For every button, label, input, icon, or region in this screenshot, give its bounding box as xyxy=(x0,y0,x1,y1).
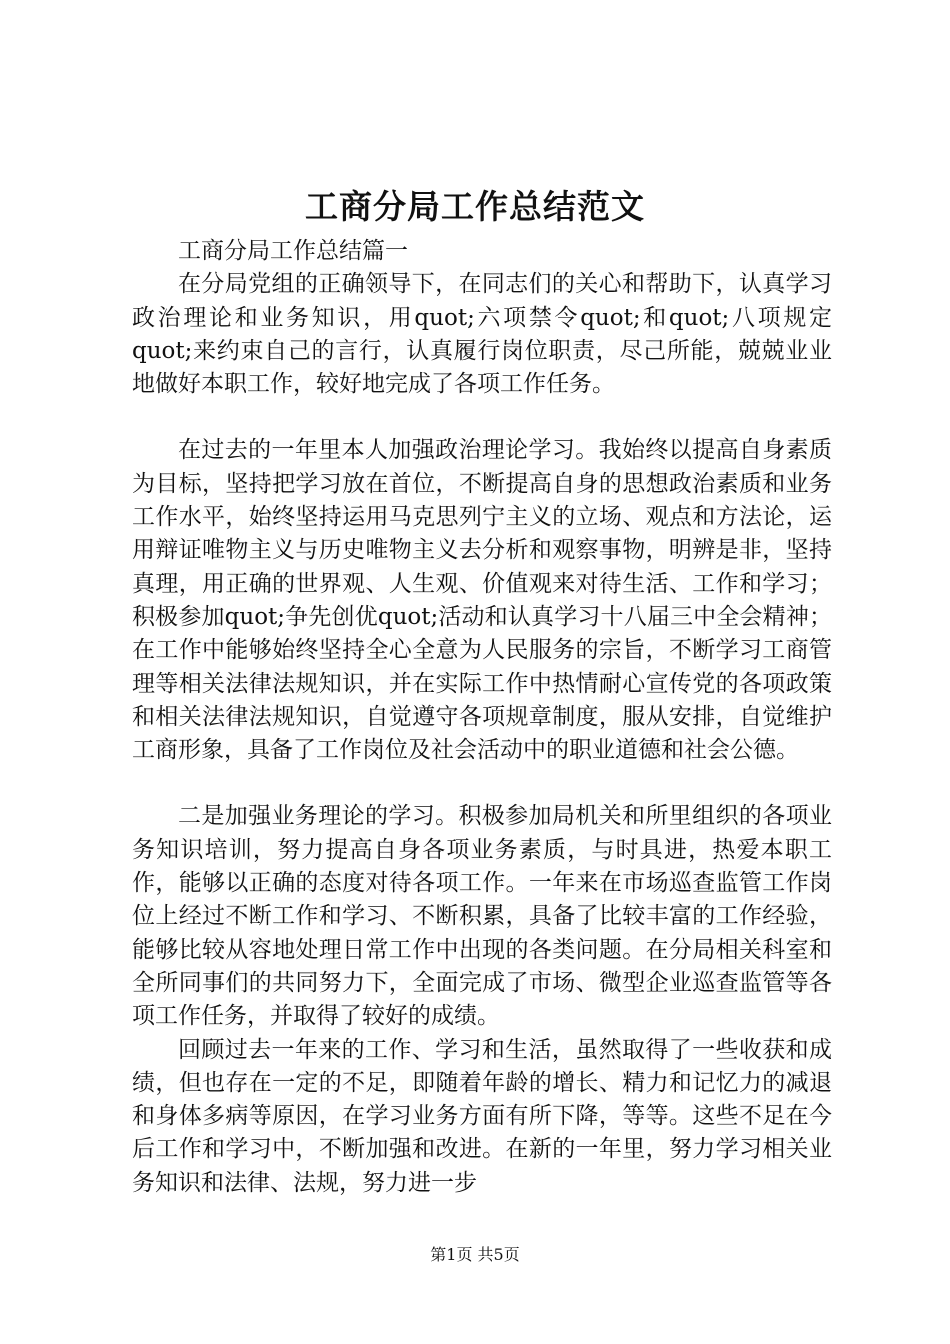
subtitle: 工商分局工作总结篇一 xyxy=(178,238,408,264)
paragraph-political-study: 在过去的一年里本人加强政治理论学习。我始终以提高自身素质为目标，坚持把学习放在首位，不断提高自身的思想政治素质和业务工作水平，始终坚持运用马克思列宁主义的立场、观点和方法论，运用辩证唯物主义与历史唯物主义去分析和观察事物，明辨是非，坚持真理，用正确的世界观、人生观、价值观来对待生活、工作和学习；积极参加quot;争先创优quot;活动和认真学习十八届三中全会精神；在工作中能够始终坚持全心全意为人民服务的宗旨，不断学习工商管理等相关法律法规知识，并在实际工作中热情耐心宣传党的各项政策和相关法律法规知识，自觉遵守各项规章制度，服从安排，自觉维护工商形象，具备了工作岗位及社会活动中的职业道德和社会公德。 xyxy=(132,437,832,764)
paragraph-business-study: 二是加强业务理论的学习。积极参加局机关和所里组织的各项业务知识培训，努力提高自身各项业务素质，与时具进，热爱本职工作，能够以正确的态度对待各项工作。一年来在市场巡查监管工作岗位上经过不断工作和学习、不断积累，具备了比较丰富的工作经验，能够比较从容地处理日常工作中出现的各类问题。在分局相关科室和全所同事们的共同努力下，全面完成了市场、微型企业巡查监管等各项工作任务，并取得了较好的成绩。 xyxy=(132,803,832,1030)
page-title: 工商分局工作总结范文 xyxy=(305,187,645,226)
paragraph-intro: 在分局党组的正确领导下，在同志们的关心和帮助下，认真学习政治理论和业务知识，用quot;六项禁令quot;和quot;八项规定quot;来约束自己的言行，认真履行岗位职责，尽己所能，兢兢业业地做好本职工作，较好地完成了各项工作任务。 xyxy=(132,271,832,398)
document-body xyxy=(132,235,832,1200)
page-footer: 第1页 共5页 xyxy=(430,1245,520,1264)
paragraph-review: 回顾过去一年来的工作、学习和生活，虽然取得了一些收获和成绩，但也存在一定的不足，即随着年龄的增长、精力和记忆力的减退和身体多病等原因，在学习业务方面有所下降，等等。这些不足在今后工作和学习中，不断加强和改进。在新的一年里，努力学习相关业务知识和法律、法规，努力进一步 xyxy=(132,1036,832,1196)
